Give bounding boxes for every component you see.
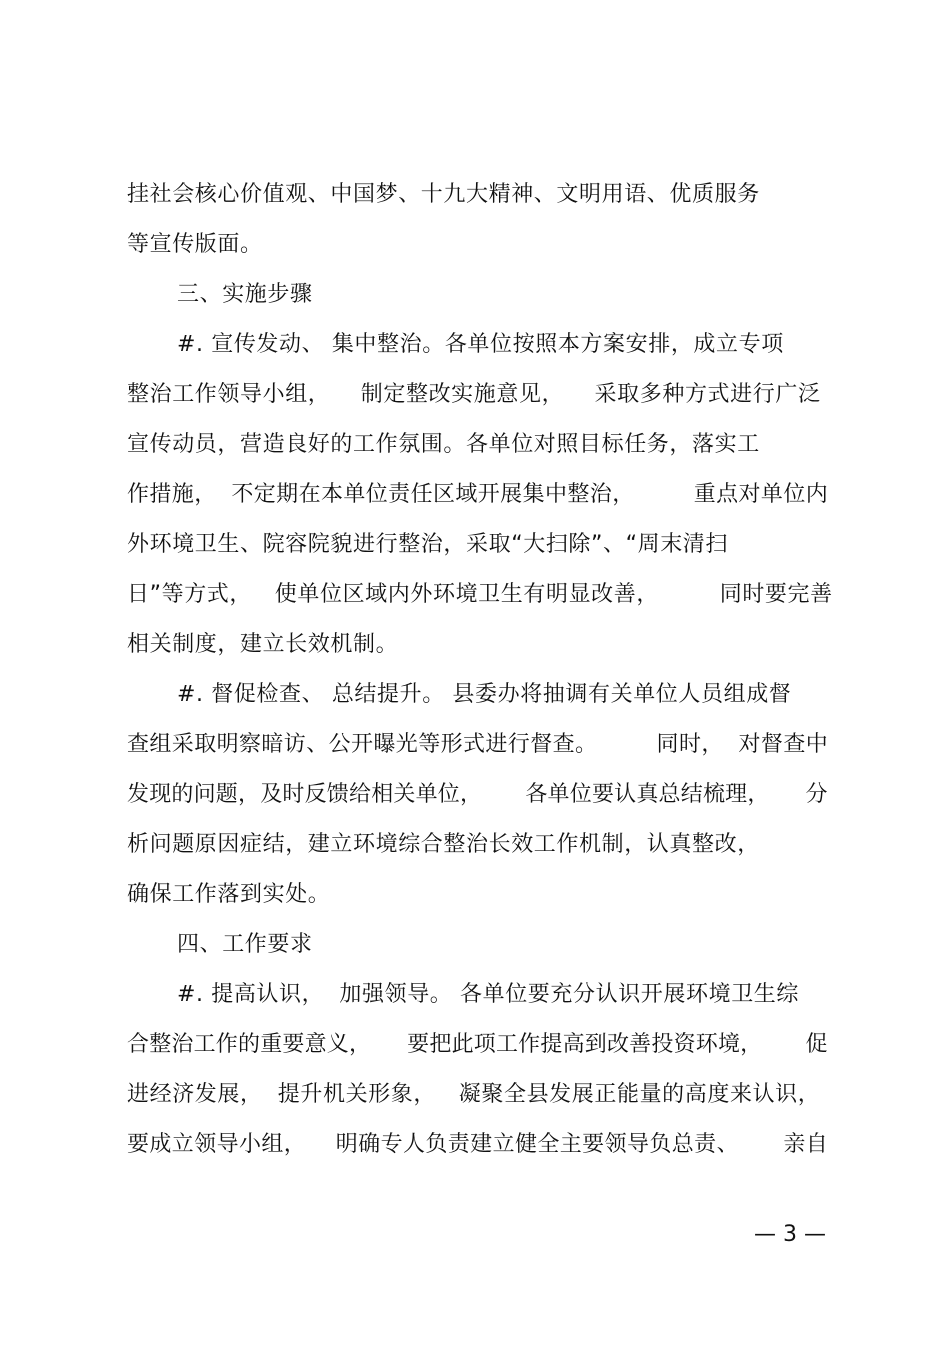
body-text-line: 进经济发展， 提升机关形象， 凝聚全县发展正能量的高度来认识， [127, 1082, 821, 1107]
body-text-line: 确保工作落到实处。 [127, 882, 331, 907]
body-text-line: #. 督促检查、 总结提升。 县委办将抽调有关单位人员组成督 [177, 682, 792, 707]
body-text-line: 整治工作领导小组， 制定整改实施意见， 采取多种方式进行广泛 [127, 382, 821, 407]
page-number: — 3 — [754, 1222, 826, 1247]
body-text-line: 要成立领导小组， 明确专人负责建立健全主要领导负总责、 亲自 [127, 1132, 829, 1157]
body-text-line: 外环境卫生、院容院貌进行整治，采取“大扫除”、“周末清扫 [127, 532, 728, 557]
body-text-line: 查组采取明察暗访、公开曝光等形式进行督查。 同时， 对督查中 [127, 732, 829, 757]
body-text-line: 日”等方式， 使单位区域内外环境卫生有明显改善， 同时要完善 [127, 582, 833, 607]
body-text-line: 析问题原因症结，建立环境综合整治长效工作机制，认真整改， [127, 832, 760, 857]
body-text-line: 发现的问题，及时反馈给相关单位， 各单位要认真总结梳理， 分 [127, 782, 828, 807]
body-text-line: 作措施， 不定期在本单位责任区域开展集中整治， 重点对单位内 [127, 482, 829, 507]
body-text-line: 等宣传版面。 [127, 232, 263, 257]
body-text-line: 相关制度，建立长效机制。 [127, 632, 399, 657]
section-heading: 四、工作要求 [177, 932, 313, 957]
body-text-line: 挂社会核心价值观、中国梦、十九大精神、文明用语、优质服务 [127, 182, 760, 207]
body-text-line: 宣传动员，营造良好的工作氛围。各单位对照目标任务，落实工 [127, 432, 760, 457]
section-heading: 三、实施步骤 [177, 282, 313, 307]
body-text-line: #. 提高认识， 加强领导。 各单位要充分认识开展环境卫生综 [177, 982, 800, 1007]
body-text-line: 合整治工作的重要意义， 要把此项工作提高到改善投资环境， 促 [127, 1032, 828, 1057]
body-text-line: #. 宣传发动、 集中整治。各单位按照本方案安排，成立专项 [177, 332, 784, 357]
